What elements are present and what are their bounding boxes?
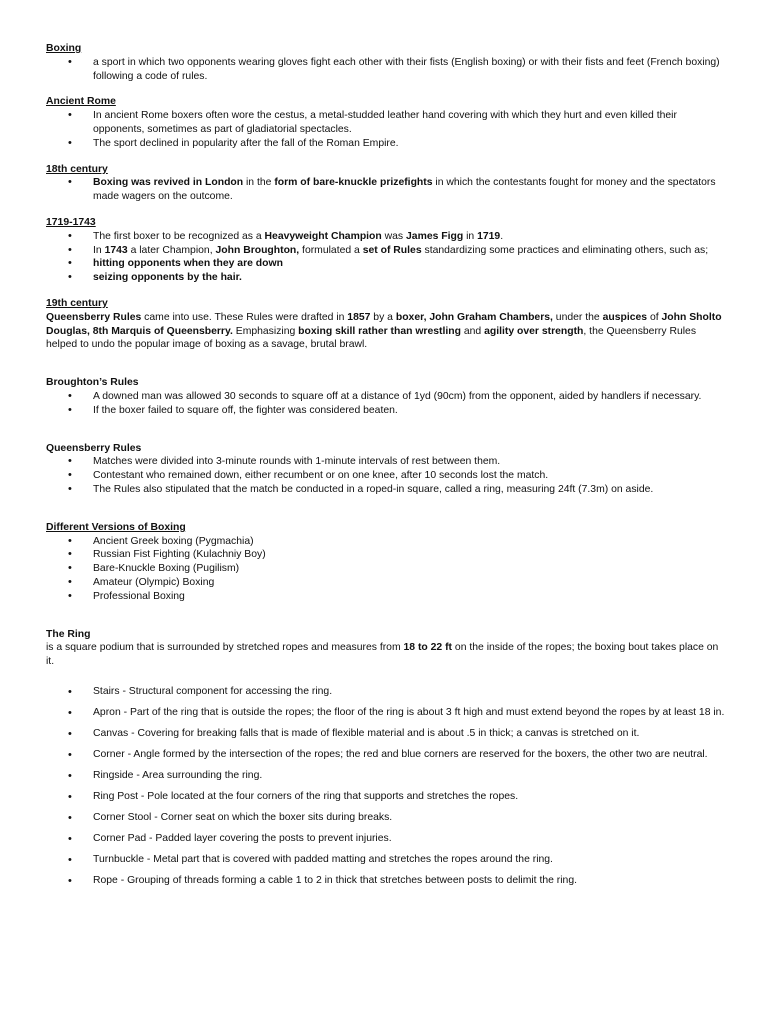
list-item (46, 271, 728, 285)
bold-text: 1743 (104, 244, 128, 256)
versions-list (46, 535, 728, 604)
bold-text: Heavyweight Champion (264, 230, 382, 242)
list-item: • Ancient Greek boxing (Pygmachia) (46, 535, 728, 549)
bold-text: form of bare-knuckle prizefights (274, 177, 433, 189)
bold-text: Boxing was revived in London (93, 177, 244, 189)
bold-text: boxing skill rather than wrestling (298, 325, 461, 337)
list-item: • Corner - Angle formed by the intersection of the ropes; the red and blue corners are reserved for the boxers, the other two are neutral. (46, 745, 728, 766)
text: in which the contestants fought for money and the spectators made wagers on the outcome. (93, 177, 716, 203)
list-item (46, 257, 728, 271)
list-item (46, 230, 728, 244)
list-item: • In ancient Rome boxers often wore the cestus, a metal-studded leather hand covering with which they hurt and even killed their opponents, sometimes as part of gladiatorial spectacles. (46, 109, 728, 137)
section-ancient-rome (46, 95, 728, 150)
bold-text: seizing opponents by the hair. (93, 272, 242, 284)
ancient-rome-list (46, 109, 728, 150)
list-item: • Stairs - Structural component for accessing the ring. (46, 682, 728, 703)
text: Emphasizing (232, 325, 299, 337)
text: of (647, 311, 662, 323)
text: on the inside of the ropes; the boxing bout takes place on it. (46, 642, 719, 668)
bold-text: boxer, John Graham Chambers, (395, 311, 553, 323)
text: standardizing some practices and eliminating others, such as; (421, 244, 709, 256)
list-item: • Contestant who remained down, either recumbent or on one knee, after 10 seconds lost the match. (46, 469, 728, 483)
bold-text: 18 to 22 ft (403, 642, 453, 654)
bold-text: James Figg (406, 230, 464, 242)
section-18th-century (46, 163, 728, 204)
bold-text: 1857 (347, 311, 371, 323)
list-item: • Professional Boxing (46, 590, 728, 604)
list-item: • Ring Post - Pole located at the four corners of the ring that supports and stretches the ropes. (46, 787, 728, 808)
list-item: • A downed man was allowed 30 seconds to square off at a distance of 1yd (90cm) from the opponent, aided by handlers if necessary. (46, 390, 728, 404)
text: was (381, 230, 407, 242)
list-item (46, 176, 728, 204)
bold-text: Queensberry Rules (46, 311, 142, 323)
list-item: • The sport declined in popularity after the fall of the Roman Empire. (46, 137, 728, 151)
list-item: • Corner Stool - Corner seat on which the boxer sits during breaks. (46, 808, 728, 829)
text: in (463, 230, 478, 242)
list-item: • Rope - Grouping of threads forming a cable 1 to 2 in thick that stretches between posts to delimit the ring. (46, 871, 728, 892)
text: , the Queensberry Rules helped to undo the popular image of boxing as a savage, brutal brawl. (46, 325, 697, 351)
bold-text: 1719 (477, 230, 501, 242)
text: is a square podium that is surrounded by stretched ropes and measures from (46, 642, 404, 654)
text: and (460, 325, 485, 337)
list-item: • Matches were divided into 3-minute rounds with 1-minute intervals of rest between them. (46, 455, 728, 469)
list-item: • Amateur (Olympic) Boxing (46, 576, 728, 590)
paragraph-19th-century (46, 311, 728, 352)
list-item: • The Rules also stipulated that the match be conducted in a roped-in square, called a ring, measuring 24ft (7.3m) on aside. (46, 483, 728, 497)
heading-1719-1743: 1719-1743 (46, 216, 96, 228)
ring-parts-list (46, 682, 728, 892)
section-the-ring (46, 628, 728, 892)
text: under the (552, 311, 603, 323)
paragraph-the-ring (46, 641, 728, 669)
heading-the-ring: The Ring (46, 628, 91, 640)
list-item: • Corner Pad - Padded layer covering the posts to prevent injuries. (46, 829, 728, 850)
list-item: • Bare-Knuckle Boxing (Pugilism) (46, 562, 728, 576)
section-19th-century (46, 297, 728, 352)
text: In (93, 244, 105, 256)
list-item: • Russian Fist Fighting (Kulachniy Boy) (46, 548, 728, 562)
bold-text: John Broughton, (215, 244, 300, 256)
bold-text: set of Rules (362, 244, 422, 256)
text: formulated a (299, 244, 363, 256)
text: came into use. These Rules were drafted in (141, 311, 348, 323)
heading-boxing: Boxing (46, 43, 82, 54)
list-item (46, 244, 728, 258)
heading-versions: Different Versions of Boxing (46, 521, 186, 533)
bold-text: auspices (602, 311, 648, 323)
list-item: • If the boxer failed to square off, the fighter was considered beaten. (46, 404, 728, 418)
section-boxing (46, 42, 728, 83)
heading-19th-century: 19th century (46, 297, 108, 309)
section-queensberry-rules (46, 442, 728, 497)
heading-broughtons-rules: Broughton’s Rules (46, 377, 139, 389)
heading-queensberry-rules: Queensberry Rules (46, 442, 142, 454)
boxing-list (46, 56, 728, 84)
bold-text: John Sholto Douglas, 8th Marquis of Queensberry. (46, 311, 722, 337)
queensberry-list (46, 455, 728, 496)
bold-text: hitting opponents when they are down (93, 258, 283, 270)
c18-list (46, 176, 728, 204)
text: by a (370, 311, 396, 323)
section-versions (46, 521, 728, 604)
text: a later Champion, (127, 244, 216, 256)
text: . (500, 230, 504, 242)
section-1719-1743 (46, 216, 728, 285)
list-item: • Ringside - Area surrounding the ring. (46, 766, 728, 787)
list-item: • Canvas - Covering for breaking falls that is made of flexible material and is about .5 in thick; a canvas is stretched on it. (46, 724, 728, 745)
list-item: • a sport in which two opponents wearing gloves fight each other with their fists (English boxing) or with their fists and feet (French boxing) following a code of rules. (46, 56, 728, 84)
heading-ancient-rome: Ancient Rome (46, 96, 116, 108)
section-broughtons-rules (46, 376, 728, 417)
text: The first boxer to be recognized as a (93, 230, 265, 242)
list-item: • Apron - Part of the ring that is outside the ropes; the floor of the ring is about 3 ft high and must extend beyond the ropes by at least 18 in. (46, 703, 728, 724)
heading-18th-century: 18th century (46, 163, 108, 175)
broughton-list (46, 390, 728, 418)
bold-text: agility over strength (484, 325, 584, 337)
text: in the (243, 177, 275, 189)
list-item: • Turnbuckle - Metal part that is covered with padded matting and stretches the ropes around the ring. (46, 850, 728, 871)
y1719-list (46, 230, 728, 285)
